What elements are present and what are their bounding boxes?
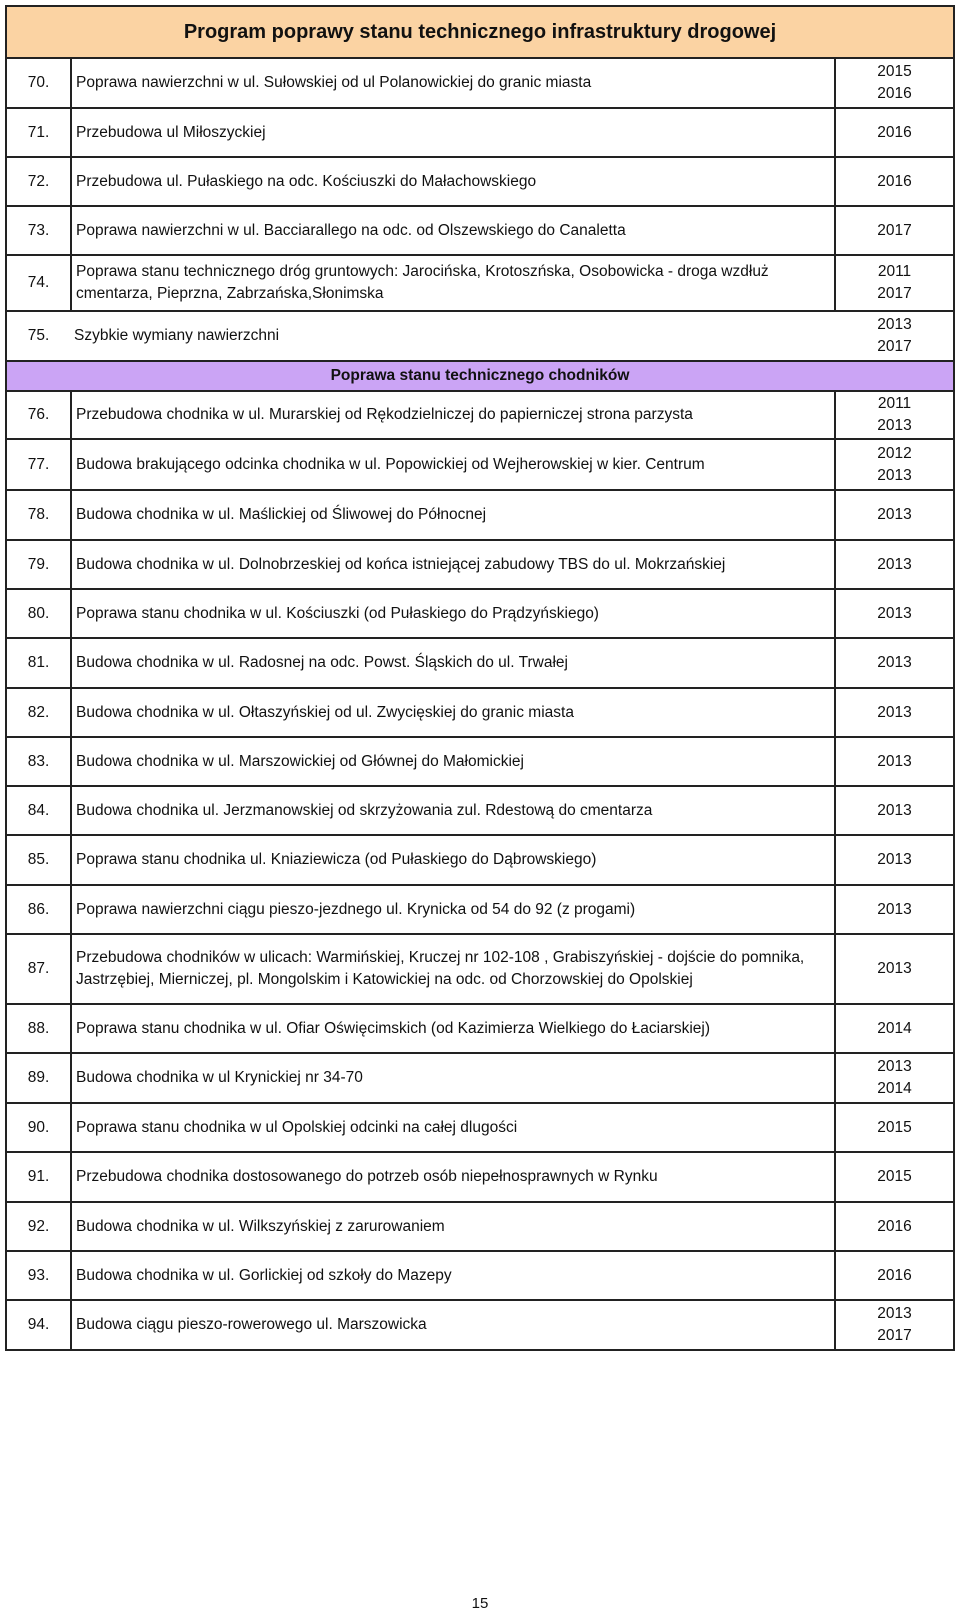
year-value: 2013 bbox=[877, 466, 912, 484]
row-years bbox=[836, 109, 953, 156]
year-value: 2013 bbox=[877, 654, 912, 671]
table-row bbox=[5, 207, 955, 256]
row-description: Budowa chodnika w ul. Ołtaszyńskiej od ul. Zwycięskiej do granic miasta bbox=[72, 689, 836, 736]
year-value: 2013 bbox=[877, 506, 912, 523]
row-years bbox=[836, 491, 953, 539]
row-number: 81. bbox=[7, 639, 72, 687]
year-value: 2011 bbox=[877, 395, 912, 412]
row-years bbox=[836, 935, 953, 1003]
table-row bbox=[5, 541, 955, 590]
row-number: 84. bbox=[7, 787, 72, 834]
row-number: 88. bbox=[7, 1005, 72, 1052]
row-years bbox=[836, 1054, 953, 1102]
row-years bbox=[836, 689, 953, 736]
year-value: 2013 bbox=[877, 555, 912, 573]
row-number: 76. bbox=[7, 392, 72, 438]
year-value: 2013 bbox=[877, 703, 912, 721]
row-number: 72. bbox=[7, 158, 72, 205]
row-description: Budowa chodnika w ul Krynickiej nr 34-70 bbox=[72, 1054, 836, 1102]
row-number: 86. bbox=[7, 886, 72, 933]
year-value: 2014 bbox=[877, 1019, 912, 1037]
table-row bbox=[5, 158, 955, 207]
table-row bbox=[5, 1005, 955, 1054]
table-row bbox=[5, 886, 955, 935]
page-number: 15 bbox=[471, 1595, 489, 1612]
table-row bbox=[5, 1104, 955, 1153]
row-description: Poprawa stanu chodnika w ul Opolskiej odcinki na całej dlugości bbox=[72, 1104, 836, 1151]
row-description: Budowa chodnika ul. Jerzmanowskiej od skrzyżowania zul. Rdestową do cmentarza bbox=[72, 787, 836, 834]
row-years bbox=[836, 207, 953, 254]
row-number: 93. bbox=[7, 1252, 72, 1299]
row-number: 73. bbox=[7, 207, 72, 254]
table-row bbox=[5, 440, 955, 491]
table-row bbox=[5, 738, 955, 787]
year-value: 2017 bbox=[877, 338, 912, 355]
row-years bbox=[836, 158, 953, 205]
year-value: 2013 bbox=[877, 1305, 912, 1322]
row-number: 89. bbox=[7, 1054, 72, 1102]
row-years bbox=[836, 639, 953, 687]
year-value: 2016 bbox=[877, 1217, 912, 1235]
year-value: 2013 bbox=[877, 900, 912, 918]
table-row bbox=[5, 1252, 955, 1301]
row-description: Budowa chodnika w ul. Marszowickiej od Głównej do Małomickiej bbox=[72, 738, 836, 785]
row-number: 80. bbox=[7, 590, 72, 637]
row-description: Budowa chodnika w ul. Dolnobrzeskiej od końca istniejącej zabudowy TBS do ul. Mokrzańskiej bbox=[72, 541, 836, 588]
year-value: 2015 bbox=[877, 63, 912, 80]
row-description: Budowa chodnika w ul. Maślickiej od Śliwowej do Północnej bbox=[72, 491, 836, 539]
row-number: 82. bbox=[7, 689, 72, 736]
row-description: Poprawa nawierzchni w ul. Sułowskiej od ul Polanowickiej do granic miasta bbox=[72, 59, 836, 107]
row-years bbox=[836, 1005, 953, 1052]
table-row bbox=[5, 312, 955, 360]
table-row bbox=[5, 689, 955, 738]
row-years bbox=[836, 738, 953, 785]
table-row bbox=[5, 935, 955, 1005]
year-value: 2014 bbox=[877, 1080, 912, 1097]
row-number: 77. bbox=[7, 440, 72, 489]
row-number: 92. bbox=[7, 1203, 72, 1250]
row-description: Budowa ciągu pieszo-rowerowego ul. Marszowicka bbox=[72, 1301, 836, 1349]
table-row bbox=[5, 787, 955, 836]
year-value: 2016 bbox=[877, 1266, 912, 1284]
year-value: 2013 bbox=[877, 851, 912, 868]
year-value: 2013 bbox=[877, 752, 912, 770]
row-description: Poprawa stanu chodnika w ul. Ofiar Oświęcimskich (od Kazimierza Wielkiego do Łaciarskiej) bbox=[72, 1005, 836, 1052]
year-value: 2011 bbox=[877, 263, 912, 280]
table-row bbox=[5, 1054, 955, 1104]
table-row bbox=[5, 1203, 955, 1252]
row-number: 75. bbox=[27, 327, 50, 344]
row-years bbox=[836, 590, 953, 637]
year-value: 2012 bbox=[877, 444, 912, 462]
row-years bbox=[836, 1153, 953, 1201]
row-years bbox=[836, 787, 953, 834]
row-years bbox=[836, 541, 953, 588]
road-rows bbox=[5, 59, 955, 360]
row-description: Poprawa nawierzchni ciągu pieszo-jezdnego ul. Krynicka od 54 do 92 (z progami) bbox=[72, 886, 836, 933]
table-row bbox=[5, 59, 955, 109]
table-row bbox=[5, 109, 955, 158]
sidewalk-rows bbox=[5, 392, 955, 1351]
row-description: Budowa chodnika w ul. Wilkszyńskiej z zarurowaniem bbox=[72, 1203, 836, 1250]
row-description: Przebudowa chodników w ulicach: Warmińskiej, Kruczej nr 102-108 , Grabiszyńskiej - dojście do pomnika, Jastrzębiej, Mierniczej, pl. Mongolskim i Katowickiej na odc. od Chorzowskiej do Opolskiej bbox=[72, 935, 836, 1003]
row-number: 94. bbox=[7, 1301, 72, 1349]
year-value: 2015 bbox=[877, 1118, 912, 1136]
row-years bbox=[836, 1104, 953, 1151]
year-value: 2017 bbox=[877, 1327, 912, 1344]
table-row bbox=[5, 1153, 955, 1203]
year-value: 2013 bbox=[877, 801, 912, 819]
row-years bbox=[836, 1203, 953, 1250]
year-value: 2013 bbox=[877, 316, 912, 333]
row-number: 78. bbox=[7, 491, 72, 539]
row-years bbox=[836, 312, 953, 360]
table-row bbox=[5, 491, 955, 541]
year-value: 2017 bbox=[877, 221, 912, 239]
row-years bbox=[836, 836, 953, 884]
row-number: 91. bbox=[7, 1153, 72, 1201]
row-description: Przebudowa ul. Pułaskiego na odc. Kościuszki do Małachowskiego bbox=[72, 158, 836, 205]
row-description: Poprawa nawierzchni w ul. Bacciarallego na odc. od Olszewskiego do Canaletta bbox=[72, 207, 836, 254]
row-description: Przebudowa chodnika dostosowanego do potrzeb osób niepełnosprawnych w Rynku bbox=[72, 1153, 836, 1201]
table-title: Program poprawy stanu technicznego infrastruktury drogowej bbox=[5, 5, 955, 59]
row-description: Przebudowa ul Miłoszyckiej bbox=[72, 109, 836, 156]
row-number: 79. bbox=[7, 541, 72, 588]
section-title: Poprawa stanu technicznego chodników bbox=[5, 360, 955, 392]
row-number: 74. bbox=[7, 256, 72, 310]
row-number: 83. bbox=[7, 738, 72, 785]
row-description: Budowa chodnika w ul. Gorlickiej od szkoły do Mazepy bbox=[72, 1252, 836, 1299]
year-value: 2016 bbox=[877, 123, 912, 141]
table-row bbox=[5, 590, 955, 639]
year-value: 2013 bbox=[877, 960, 912, 977]
year-value: 2016 bbox=[877, 172, 912, 190]
row-number: 71. bbox=[7, 109, 72, 156]
row-description: Szybkie wymiany nawierzchni bbox=[74, 327, 280, 344]
row-description: Poprawa stanu chodnika ul. Kniaziewicza (od Pułaskiego do Dąbrowskiego) bbox=[72, 836, 836, 884]
table-row bbox=[5, 836, 955, 886]
row-description: Poprawa stanu chodnika w ul. Kościuszki (od Pułaskiego do Prądzyńskiego) bbox=[72, 590, 836, 637]
row-number: 70. bbox=[7, 59, 72, 107]
row-years bbox=[836, 59, 953, 107]
row-years bbox=[836, 1301, 953, 1349]
row-years bbox=[836, 440, 953, 489]
table-row bbox=[5, 1301, 955, 1351]
year-value: 2016 bbox=[877, 85, 912, 102]
row-description: Przebudowa chodnika w ul. Murarskiej od Rękodzielniczej do papierniczej strona parzysta bbox=[72, 392, 836, 438]
row-years bbox=[836, 886, 953, 933]
year-value: 2013 bbox=[877, 1058, 912, 1075]
row-years bbox=[836, 1252, 953, 1299]
document-table bbox=[5, 5, 955, 1351]
table-row bbox=[5, 639, 955, 689]
year-value: 2015 bbox=[877, 1168, 912, 1185]
row-years bbox=[836, 256, 953, 310]
table-row bbox=[5, 392, 955, 440]
year-value: 2017 bbox=[877, 285, 912, 302]
row-number: 90. bbox=[7, 1104, 72, 1151]
row-years bbox=[836, 392, 953, 438]
year-value: 2013 bbox=[877, 417, 912, 434]
year-value: 2013 bbox=[877, 604, 912, 622]
row-description: Poprawa stanu technicznego dróg gruntowych: Jarocińska, Krotoszńska, Osobowicka - droga wzdłuż cmentarza, Pieprzna, Zabrzańska,Słonimska bbox=[72, 256, 836, 310]
row-number: 87. bbox=[7, 935, 72, 1003]
row-number: 85. bbox=[7, 836, 72, 884]
table-row bbox=[5, 256, 955, 312]
row-description: Budowa brakującego odcinka chodnika w ul. Popowickiej od Wejherowskiej w kier. Centrum bbox=[72, 440, 836, 489]
row-description: Budowa chodnika w ul. Radosnej na odc. Powst. Śląskich do ul. Trwałej bbox=[72, 639, 836, 687]
